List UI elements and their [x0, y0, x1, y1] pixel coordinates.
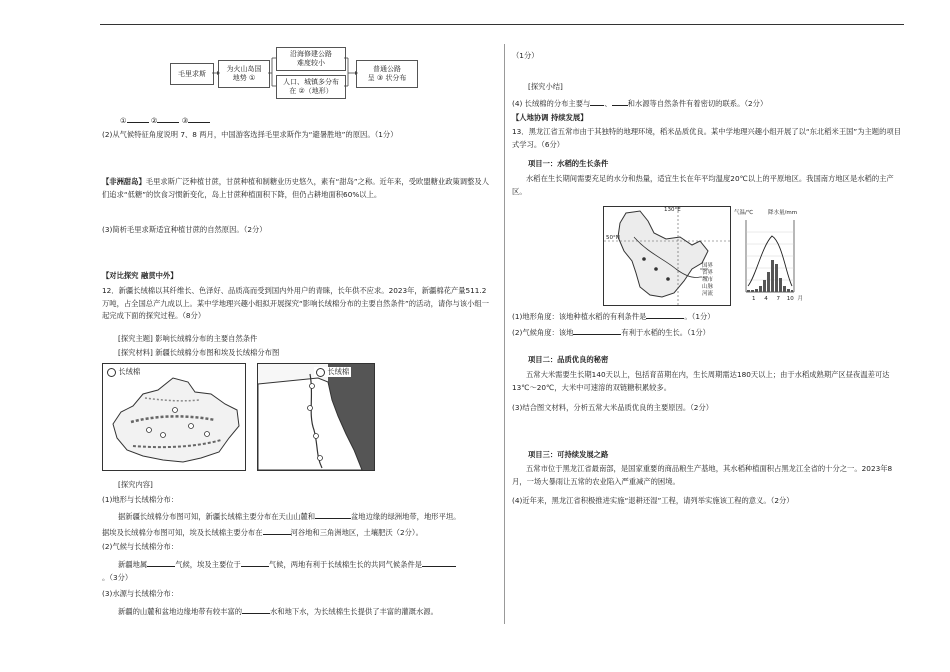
map-legend: [702, 263, 713, 298]
climate-x-4: 4: [764, 296, 768, 302]
legend-city: 城市: [702, 277, 714, 283]
sub2-score: 。（3分）: [102, 573, 133, 582]
sweet-island-paragraph: [102, 176, 494, 201]
legend-provincial-border: 省界: [702, 270, 714, 276]
blank-label-2: ②: [150, 116, 158, 125]
right-q4-post: 和水源等自然条件有着密切的联系。（2分）: [627, 99, 768, 108]
right-q4-mid: 、: [604, 99, 612, 108]
sub2-a3: 气候，两地有利于长绒棉生长的共同气候条件是: [268, 560, 423, 569]
xinjiang-outline: [103, 364, 245, 470]
flow-start-text: 毛里求斯: [178, 69, 206, 78]
xinjiang-map-legend-label: 长绒棉: [118, 367, 141, 376]
right-q4: (4)近年来，黑龙江省积极推进实施“退耕还湿”工程，请列举实施该工程的意义。（2分）: [512, 496, 794, 505]
left-question-2: (2)从气候特征角度说明 7、8 两月，中国游客选择毛里求斯作为“避暑胜地”的原因。（1分）: [102, 130, 398, 139]
climate-x-1: 1: [752, 296, 756, 302]
flow-box-coast-line1: 沿海修建公路: [290, 50, 332, 58]
right-top-score: （1分）: [512, 51, 539, 60]
climate-x-7: 7: [776, 296, 780, 302]
flow-box-population-line2: 在 ②（地形）: [289, 87, 333, 95]
sub1-a-post: 盆地边缘的绿洲地带，地形平坦。: [351, 512, 461, 521]
sub2-title: (2)气候与长绒棉分布：: [102, 542, 179, 551]
sub3-pre: 新疆的山麓和盆地边缘地带有较丰富的: [118, 607, 243, 616]
climate-xaxis: [752, 294, 803, 302]
left-question-3: (3)简析毛里求斯适宜种植甘蔗的自然原因。（2分）: [102, 225, 267, 234]
right-q2-post: 有利于水稻的生长。（1分）: [621, 328, 710, 337]
sub1-line-a: [118, 510, 460, 522]
explore-topic: [探究主题] 影响长绒棉分布的主要自然条件: [118, 334, 258, 343]
legend-river: 河流: [702, 291, 714, 297]
egypt-cotton-map: [257, 363, 375, 471]
flow-arrows: [160, 40, 430, 105]
climate-x-10: 10: [786, 296, 794, 302]
flow-box-road-line2: 呈 ③ 状分布: [367, 74, 407, 82]
right-q1-score: 。（1分）: [684, 312, 715, 321]
project-2-text: 五常大米需要生长期140天以上，包括育苗期在内，生长周期需达180天以上；由于水稻成熟期产区昼夜温差可达13℃～20℃，大米中可速溶的双链糖积累较多。: [512, 370, 890, 392]
sub2-blank-3[interactable]: [422, 558, 456, 567]
climate-graph: [734, 216, 806, 296]
project-2-title: 项目二：品质优良的秘密: [528, 355, 609, 364]
sub3-title: (3)水源与长绒棉分布：: [102, 589, 179, 598]
egypt-cotton-legend-icon: [316, 368, 325, 377]
blanks-line: [120, 114, 210, 126]
egypt-outline: [258, 364, 374, 470]
climate-chart: [734, 206, 806, 304]
column-divider: [504, 44, 505, 624]
sub1-line-b: [102, 526, 423, 538]
climate-x-unit: 月: [797, 296, 804, 302]
climate-ylabel-right: 降水量/mm: [768, 210, 798, 216]
sub2-blank-2[interactable]: [241, 558, 269, 567]
q12-intro: 12．新疆长绒棉以其纤维长、色泽好、品质高而受到国内外用户的青睐，长年供不应求。2023年，新疆棉花产量511.2 万吨，占全国总产九成以上。某中学地理兴趣小组拟开展探究“影响长绒棉分布的主要自然条件”的活动，请你与该小组一起完成下面的探究过程。（8分）: [102, 286, 489, 320]
blank-label-3: ③: [181, 116, 189, 125]
project-1-text: 水稻在生长期间需要充足的水分和热量，适宜生长在年平均温度20℃以上的平原地区。我国南方地区是水稻的主产区。: [512, 174, 894, 196]
sub1-b-pre: 据埃及长绒棉分布图可知，埃及长绒棉主要分布在: [102, 528, 263, 537]
sub1-b-blank[interactable]: [263, 526, 291, 535]
right-q1-text: (1)地形角度：该地种植水稻的有利条件是: [512, 312, 647, 321]
project-3-title: 项目三：可持续发展之路: [528, 450, 609, 459]
sub1-a-pre: 据新疆长绒棉分布图可知，新疆长绒棉主要分布在天山山麓和: [118, 512, 316, 521]
right-section-title: 【人地协调 持续发展】: [512, 113, 588, 122]
egypt-map-legend: [314, 367, 351, 377]
right-q1: [512, 310, 715, 322]
sub2-a1: 新疆地属: [118, 560, 148, 569]
sub3-post: 水和地下水，为长绒棉生长提供了丰富的灌溉水源。: [270, 607, 438, 616]
sub1-title: (1)地形与长绒棉分布：: [102, 495, 179, 504]
q13-intro: 13．黑龙江省五常市由于其独特的地理环境，稻米品质优良。某中学地理兴趣小组开展了以“东北稻米王国”为主题的项目式学习。（6分）: [512, 127, 901, 149]
sub3-blank[interactable]: [242, 605, 270, 614]
flow-box-coast-line2: 难度较小: [297, 59, 325, 67]
right-q1-blank[interactable]: [646, 310, 684, 319]
right-q4-pre: (4) 长绒棉的分布主要与: [512, 99, 591, 108]
flow-box-road-line1: 普通公路: [373, 65, 401, 73]
sweet-island-title: 【非洲甜岛】: [102, 177, 146, 186]
right-q3: (3)结合图文材料，分析五常大米品质优良的主要原因。（2分）: [512, 403, 714, 412]
top-rule: [100, 24, 904, 25]
sub1-b-post: 河谷地和三角洲地区，土壤肥沃（2分）。: [290, 528, 423, 537]
right-q2-pre: (2)气候角度：该地: [512, 328, 574, 337]
sub2-blank-1[interactable]: [147, 558, 175, 567]
project-3-text: 五常市位于黑龙江省最南部，是国家重要的商品粮生产基地，其水稻种植面积占黑龙江全省的十分之一。2023年8月，一场大暴雨让五常的农业陷入严重减产的困境。: [512, 464, 893, 486]
flow-box-population-line1: 人口、城镇多分布: [283, 78, 339, 86]
flow-box-terrain-line1: 为火山岛国: [226, 65, 262, 73]
map-lon-label: 130°E: [664, 207, 681, 213]
legend-mountain: 山脉: [702, 284, 714, 290]
right-q2-blank[interactable]: [573, 326, 621, 335]
heilongjiang-map: [603, 206, 731, 306]
egypt-map-legend-label: 长绒棉: [327, 367, 350, 376]
sub3-line: [118, 605, 438, 617]
project-1-title: 项目一：水稻的生长条件: [528, 159, 609, 168]
right-q4-blank-2[interactable]: [612, 97, 628, 106]
legend-national-border: 国界: [702, 263, 714, 269]
flow-box-terrain-line2: 地势 ①: [232, 74, 256, 82]
xinjiang-cotton-map: [102, 363, 246, 471]
sub2-line: [118, 558, 456, 570]
right-q2: [512, 326, 710, 338]
map-lat-label: 50°N: [606, 235, 620, 241]
blank-label-1: ①: [120, 116, 127, 125]
left-section-title: 【对比探究 融贯中外】: [102, 271, 178, 280]
sub2-a2: 气候，埃及主要位于: [175, 560, 241, 569]
explore-summary: [探究小结]: [528, 82, 563, 91]
right-q4-summary: [512, 97, 767, 109]
sweet-island-text: 毛里求斯广泛种植甘蔗，甘蔗种植和制糖业历史悠久，素有“甜岛”之称。近年来，受欧盟糖业政策调整及人们追求“低糖”的饮食习惯新变化，岛上甘蔗种植面积下降，但仍占耕地面积60%以上。: [102, 177, 489, 199]
explore-content-label: [探究内容]: [118, 480, 153, 489]
explore-material: [探究材料] 新疆长绒棉分布图和埃及长绒棉分布图: [118, 348, 280, 357]
climate-ylabel-left: 气温/℃: [734, 210, 754, 216]
sub1-a-blank[interactable]: [315, 510, 351, 519]
right-q4-blank-1[interactable]: [590, 97, 604, 106]
